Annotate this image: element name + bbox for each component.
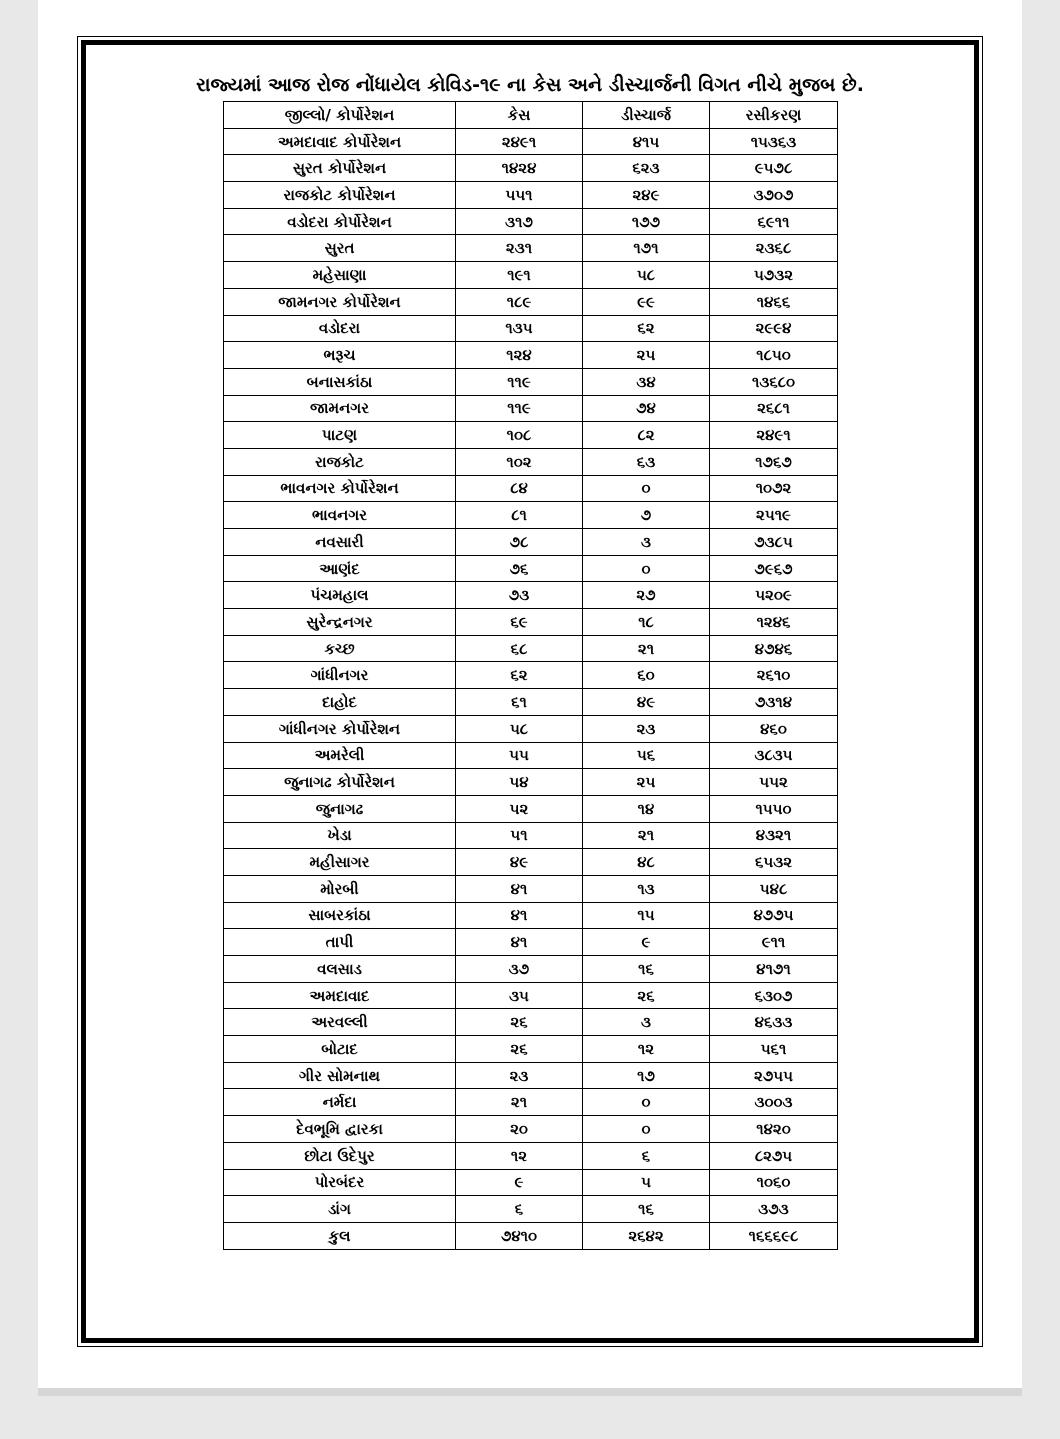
- discharge-cell: ૯: [583, 929, 710, 956]
- table-row: [224, 635, 838, 662]
- discharge-cell: ૭૪: [583, 395, 710, 422]
- cases-cell: ૮૪: [456, 475, 583, 502]
- cases-cell: ૫૫૧: [456, 182, 583, 209]
- cases-cell: ૩૫: [456, 982, 583, 1009]
- table-row: [224, 849, 838, 876]
- discharge-cell: ૨૫: [583, 769, 710, 796]
- district-cell: કુલ: [224, 1222, 456, 1249]
- discharge-cell: ૧૬: [583, 1196, 710, 1223]
- cases-cell: ૫૨: [456, 795, 583, 822]
- table-row: [224, 315, 838, 342]
- vaccination-cell: ૪૬૩૩: [710, 1009, 838, 1036]
- vaccination-cell: ૮૨૭૫: [710, 1142, 838, 1169]
- discharge-cell: ૧૭૧: [583, 235, 710, 262]
- cases-cell: ૬: [456, 1196, 583, 1223]
- vaccination-cell: ૧૫૫૦: [710, 795, 838, 822]
- header-cases: કેસ: [456, 102, 583, 129]
- table-row: [224, 662, 838, 689]
- discharge-cell: ૧૭: [583, 1062, 710, 1089]
- cases-cell: ૨૪૯૧: [456, 128, 583, 155]
- cases-cell: ૫૮: [456, 715, 583, 742]
- discharge-cell: ૨૩: [583, 715, 710, 742]
- vaccination-cell: ૫૪૮: [710, 875, 838, 902]
- district-cell: સુરત કોર્પોરેશન: [224, 155, 456, 182]
- cases-cell: ૮૧: [456, 502, 583, 529]
- vaccination-cell: ૪૭૭૫: [710, 902, 838, 929]
- table-row: [224, 529, 838, 556]
- district-cell: સુરેન્દ્રનગર: [224, 609, 456, 636]
- district-cell: અમદાવાદ કોર્પોરેશન: [224, 128, 456, 155]
- vaccination-cell: ૧૫૩૬૩: [710, 128, 838, 155]
- table-row: [224, 795, 838, 822]
- cases-cell: ૨૩: [456, 1062, 583, 1089]
- discharge-cell: ૧૨: [583, 1036, 710, 1063]
- discharge-cell: ૦: [583, 1089, 710, 1116]
- cases-cell: ૫૪: [456, 769, 583, 796]
- vaccination-cell: ૧૪૬૬: [710, 288, 838, 315]
- table-row: [224, 1196, 838, 1223]
- covid-district-table: [223, 101, 838, 1250]
- table-row: [224, 422, 838, 449]
- cases-cell: ૧૮૯: [456, 288, 583, 315]
- cases-cell: ૧૩૫: [456, 315, 583, 342]
- header-vaccination: રસીકરણ: [710, 102, 838, 129]
- table-row: [224, 208, 838, 235]
- report-title: રાજ્યમાં આજ રોજ નોંધાયેલ કોવિડ-૧૯ ના કેસ અને ડીસ્ચાર્જની વિગત નીચે મુજબ છે.: [196, 74, 864, 96]
- vaccination-cell: ૫૬૧: [710, 1036, 838, 1063]
- discharge-cell: ૯૯: [583, 288, 710, 315]
- discharge-cell: ૨૭: [583, 582, 710, 609]
- discharge-cell: ૨૪૯: [583, 182, 710, 209]
- discharge-cell: ૪૮: [583, 849, 710, 876]
- vaccination-cell: ૨૩૬૮: [710, 235, 838, 262]
- cases-cell: ૩૧૭: [456, 208, 583, 235]
- vaccination-cell: ૨૬૮૧: [710, 395, 838, 422]
- discharge-cell: ૨૧: [583, 822, 710, 849]
- cases-cell: ૬૧: [456, 689, 583, 716]
- cases-cell: ૪૯: [456, 849, 583, 876]
- table-row: [224, 1062, 838, 1089]
- table-row: [224, 875, 838, 902]
- cases-cell: ૨૬: [456, 1036, 583, 1063]
- discharge-cell: ૫૮: [583, 262, 710, 289]
- district-cell: જુનાગઢ: [224, 795, 456, 822]
- vaccination-cell: ૫૭૩૨: [710, 262, 838, 289]
- cases-cell: ૨૬: [456, 1009, 583, 1036]
- vaccination-cell: ૭૩૧૪: [710, 689, 838, 716]
- table-row: [224, 582, 838, 609]
- cases-cell: ૧૧૯: [456, 395, 583, 422]
- table-header-row: [224, 102, 838, 129]
- cases-cell: ૧૦૮: [456, 422, 583, 449]
- table-row: [224, 1116, 838, 1143]
- table-row: [224, 555, 838, 582]
- table-row: [224, 128, 838, 155]
- district-cell: સુરત: [224, 235, 456, 262]
- table-row: [224, 288, 838, 315]
- district-cell: બનાસકાંઠા: [224, 368, 456, 395]
- discharge-cell: ૨૬: [583, 982, 710, 1009]
- vaccination-cell: ૯૧૧: [710, 929, 838, 956]
- district-cell: પાટણ: [224, 422, 456, 449]
- cases-cell: ૯: [456, 1169, 583, 1196]
- district-cell: નવસારી: [224, 529, 456, 556]
- district-cell: ગીર સોમનાથ: [224, 1062, 456, 1089]
- header-discharge: ડીસ્ચાર્જ: [583, 102, 710, 129]
- district-cell: ભાવનગર: [224, 502, 456, 529]
- table-row: [224, 1036, 838, 1063]
- cases-cell: ૧૨: [456, 1142, 583, 1169]
- district-cell: મહીસાગર: [224, 849, 456, 876]
- district-cell: ભરૂચ: [224, 342, 456, 369]
- table-row: [224, 1009, 838, 1036]
- vaccination-cell: ૩૭૦૭: [710, 182, 838, 209]
- table-row: [224, 769, 838, 796]
- district-cell: તાપી: [224, 929, 456, 956]
- cases-cell: ૨૦: [456, 1116, 583, 1143]
- cases-cell: ૨૩૧: [456, 235, 583, 262]
- discharge-cell: ૨૧: [583, 635, 710, 662]
- district-cell: બોટાદ: [224, 1036, 456, 1063]
- vaccination-cell: ૪૭૪૬: [710, 635, 838, 662]
- discharge-cell: ૪૧૫: [583, 128, 710, 155]
- district-cell: છોટા ઉદેપુર: [224, 1142, 456, 1169]
- discharge-cell: ૩૪: [583, 368, 710, 395]
- table-row: [224, 822, 838, 849]
- discharge-cell: ૮૨: [583, 422, 710, 449]
- discharge-cell: ૧૬: [583, 956, 710, 983]
- header-district: જીલ્લો/ કોર્પોરેશન: [224, 102, 456, 129]
- cases-cell: ૪૧: [456, 875, 583, 902]
- table-row: [224, 502, 838, 529]
- district-cell: ગાંધીનગર: [224, 662, 456, 689]
- discharge-cell: ૬૦: [583, 662, 710, 689]
- vaccination-cell: ૧૮૫૦: [710, 342, 838, 369]
- discharge-cell: ૦: [583, 475, 710, 502]
- cases-cell: ૫૧: [456, 822, 583, 849]
- vaccination-cell: ૯૫૭૮: [710, 155, 838, 182]
- discharge-cell: ૨૫: [583, 342, 710, 369]
- table-row: [224, 235, 838, 262]
- table-row: [224, 262, 838, 289]
- table-row: [224, 689, 838, 716]
- vaccination-cell: ૩૮૩૫: [710, 742, 838, 769]
- cases-cell: ૧૦૨: [456, 448, 583, 475]
- cases-cell: ૭૩: [456, 582, 583, 609]
- discharge-cell: ૫૬: [583, 742, 710, 769]
- district-cell: મહેસાણા: [224, 262, 456, 289]
- vaccination-cell: ૪૩૨૧: [710, 822, 838, 849]
- cases-cell: ૭૬: [456, 555, 583, 582]
- district-cell: ગાંધીનગર કોર્પોરેશન: [224, 715, 456, 742]
- district-cell: વડોદરા: [224, 315, 456, 342]
- vaccination-cell: ૩૭૩: [710, 1196, 838, 1223]
- district-cell: રાજકોટ: [224, 448, 456, 475]
- district-cell: ખેડા: [224, 822, 456, 849]
- table-row: [224, 929, 838, 956]
- discharge-cell: ૧૮: [583, 609, 710, 636]
- table-row: [224, 155, 838, 182]
- vaccination-cell: ૫૨૦૯: [710, 582, 838, 609]
- district-cell: જામનગર કોર્પોરેશન: [224, 288, 456, 315]
- vaccination-cell: ૬૩૦૭: [710, 982, 838, 1009]
- district-cell: ડાંગ: [224, 1196, 456, 1223]
- discharge-cell: ૪૯: [583, 689, 710, 716]
- discharge-cell: ૬૩: [583, 448, 710, 475]
- discharge-cell: ૩: [583, 529, 710, 556]
- district-cell: સાબરકાંઠા: [224, 902, 456, 929]
- vaccination-cell: ૭૯૬૭: [710, 555, 838, 582]
- district-cell: પંચમહાલ: [224, 582, 456, 609]
- district-cell: મોરબી: [224, 875, 456, 902]
- vaccination-cell: ૬૫૩૨: [710, 849, 838, 876]
- discharge-cell: ૬: [583, 1142, 710, 1169]
- table-row: [224, 1142, 838, 1169]
- table-row: [224, 742, 838, 769]
- table-row: [224, 982, 838, 1009]
- cases-cell: ૩૭: [456, 956, 583, 983]
- table-row: [224, 609, 838, 636]
- discharge-cell: ૬૨૩: [583, 155, 710, 182]
- district-cell: અરવલ્લી: [224, 1009, 456, 1036]
- vaccination-cell: ૨૪૯૧: [710, 422, 838, 449]
- cases-cell: ૧૧૯: [456, 368, 583, 395]
- vaccination-cell: ૧૩૬૮૦: [710, 368, 838, 395]
- cases-cell: ૧૯૧: [456, 262, 583, 289]
- district-cell: જામનગર: [224, 395, 456, 422]
- discharge-cell: ૨૬૪૨: [583, 1222, 710, 1249]
- vaccination-cell: ૧૭૬૭: [710, 448, 838, 475]
- district-cell: રાજકોટ કોર્પોરેશન: [224, 182, 456, 209]
- discharge-cell: ૧૩: [583, 875, 710, 902]
- vaccination-cell: ૧૬૬૬૯૮: [710, 1222, 838, 1249]
- cases-cell: ૭૪૧૦: [456, 1222, 583, 1249]
- table-row: [224, 715, 838, 742]
- discharge-cell: ૫: [583, 1169, 710, 1196]
- discharge-cell: ૦: [583, 555, 710, 582]
- vaccination-cell: ૪૧૭૧: [710, 956, 838, 983]
- district-cell: અમદાવાદ: [224, 982, 456, 1009]
- district-cell: અમરેલી: [224, 742, 456, 769]
- vaccination-cell: ૬૯૧૧: [710, 208, 838, 235]
- cases-cell: ૫૫: [456, 742, 583, 769]
- discharge-cell: ૭: [583, 502, 710, 529]
- table-row: [224, 448, 838, 475]
- cases-cell: ૬૮: [456, 635, 583, 662]
- vaccination-cell: ૧૨૪૬: [710, 609, 838, 636]
- vaccination-cell: ૭૩૮૫: [710, 529, 838, 556]
- cases-cell: ૪૧: [456, 902, 583, 929]
- table-row: [224, 342, 838, 369]
- cases-cell: ૬૨: [456, 662, 583, 689]
- discharge-cell: ૧૭૭: [583, 208, 710, 235]
- district-cell: જુનાગઢ કોર્પોરેશન: [224, 769, 456, 796]
- vaccination-cell: ૨૬૧૦: [710, 662, 838, 689]
- cases-cell: ૧૨૪: [456, 342, 583, 369]
- vaccination-cell: ૩૦૦૩: [710, 1089, 838, 1116]
- vaccination-cell: ૫૫૨: [710, 769, 838, 796]
- table-row: [224, 182, 838, 209]
- district-cell: દાહોદ: [224, 689, 456, 716]
- district-cell: આણંદ: [224, 555, 456, 582]
- vaccination-cell: ૨૯૯૪: [710, 315, 838, 342]
- district-cell: વલસાડ: [224, 956, 456, 983]
- district-cell: દેવભૂમિ દ્વારકા: [224, 1116, 456, 1143]
- district-cell: પોરબંદર: [224, 1169, 456, 1196]
- table-row: [224, 956, 838, 983]
- district-cell: વડોદરા કોર્પોરેશન: [224, 208, 456, 235]
- page-shadow: [38, 1388, 1022, 1396]
- discharge-cell: ૧૪: [583, 795, 710, 822]
- district-cell: કચ્છ: [224, 635, 456, 662]
- vaccination-cell: ૧૪૨૦: [710, 1116, 838, 1143]
- vaccination-cell: ૨૫૧૯: [710, 502, 838, 529]
- cases-cell: ૧૪૨૪: [456, 155, 583, 182]
- table-row: [224, 1169, 838, 1196]
- district-cell: નર્મદા: [224, 1089, 456, 1116]
- vaccination-cell: ૨૭૫૫: [710, 1062, 838, 1089]
- discharge-cell: ૦: [583, 1116, 710, 1143]
- cases-cell: ૭૮: [456, 529, 583, 556]
- discharge-cell: ૬૨: [583, 315, 710, 342]
- cases-cell: ૪૧: [456, 929, 583, 956]
- cases-cell: ૬૯: [456, 609, 583, 636]
- table-row: [224, 368, 838, 395]
- table-row: [224, 1089, 838, 1116]
- table-row: [224, 475, 838, 502]
- table-row: [224, 902, 838, 929]
- district-cell: ભાવનગર કોર્પોરેશન: [224, 475, 456, 502]
- table-row: [224, 395, 838, 422]
- discharge-cell: ૧૫: [583, 902, 710, 929]
- discharge-cell: ૩: [583, 1009, 710, 1036]
- vaccination-cell: ૧૦૬૦: [710, 1169, 838, 1196]
- vaccination-cell: ૪૬૦: [710, 715, 838, 742]
- total-row: [224, 1222, 838, 1249]
- cases-cell: ૨૧: [456, 1089, 583, 1116]
- vaccination-cell: ૧૦૭૨: [710, 475, 838, 502]
